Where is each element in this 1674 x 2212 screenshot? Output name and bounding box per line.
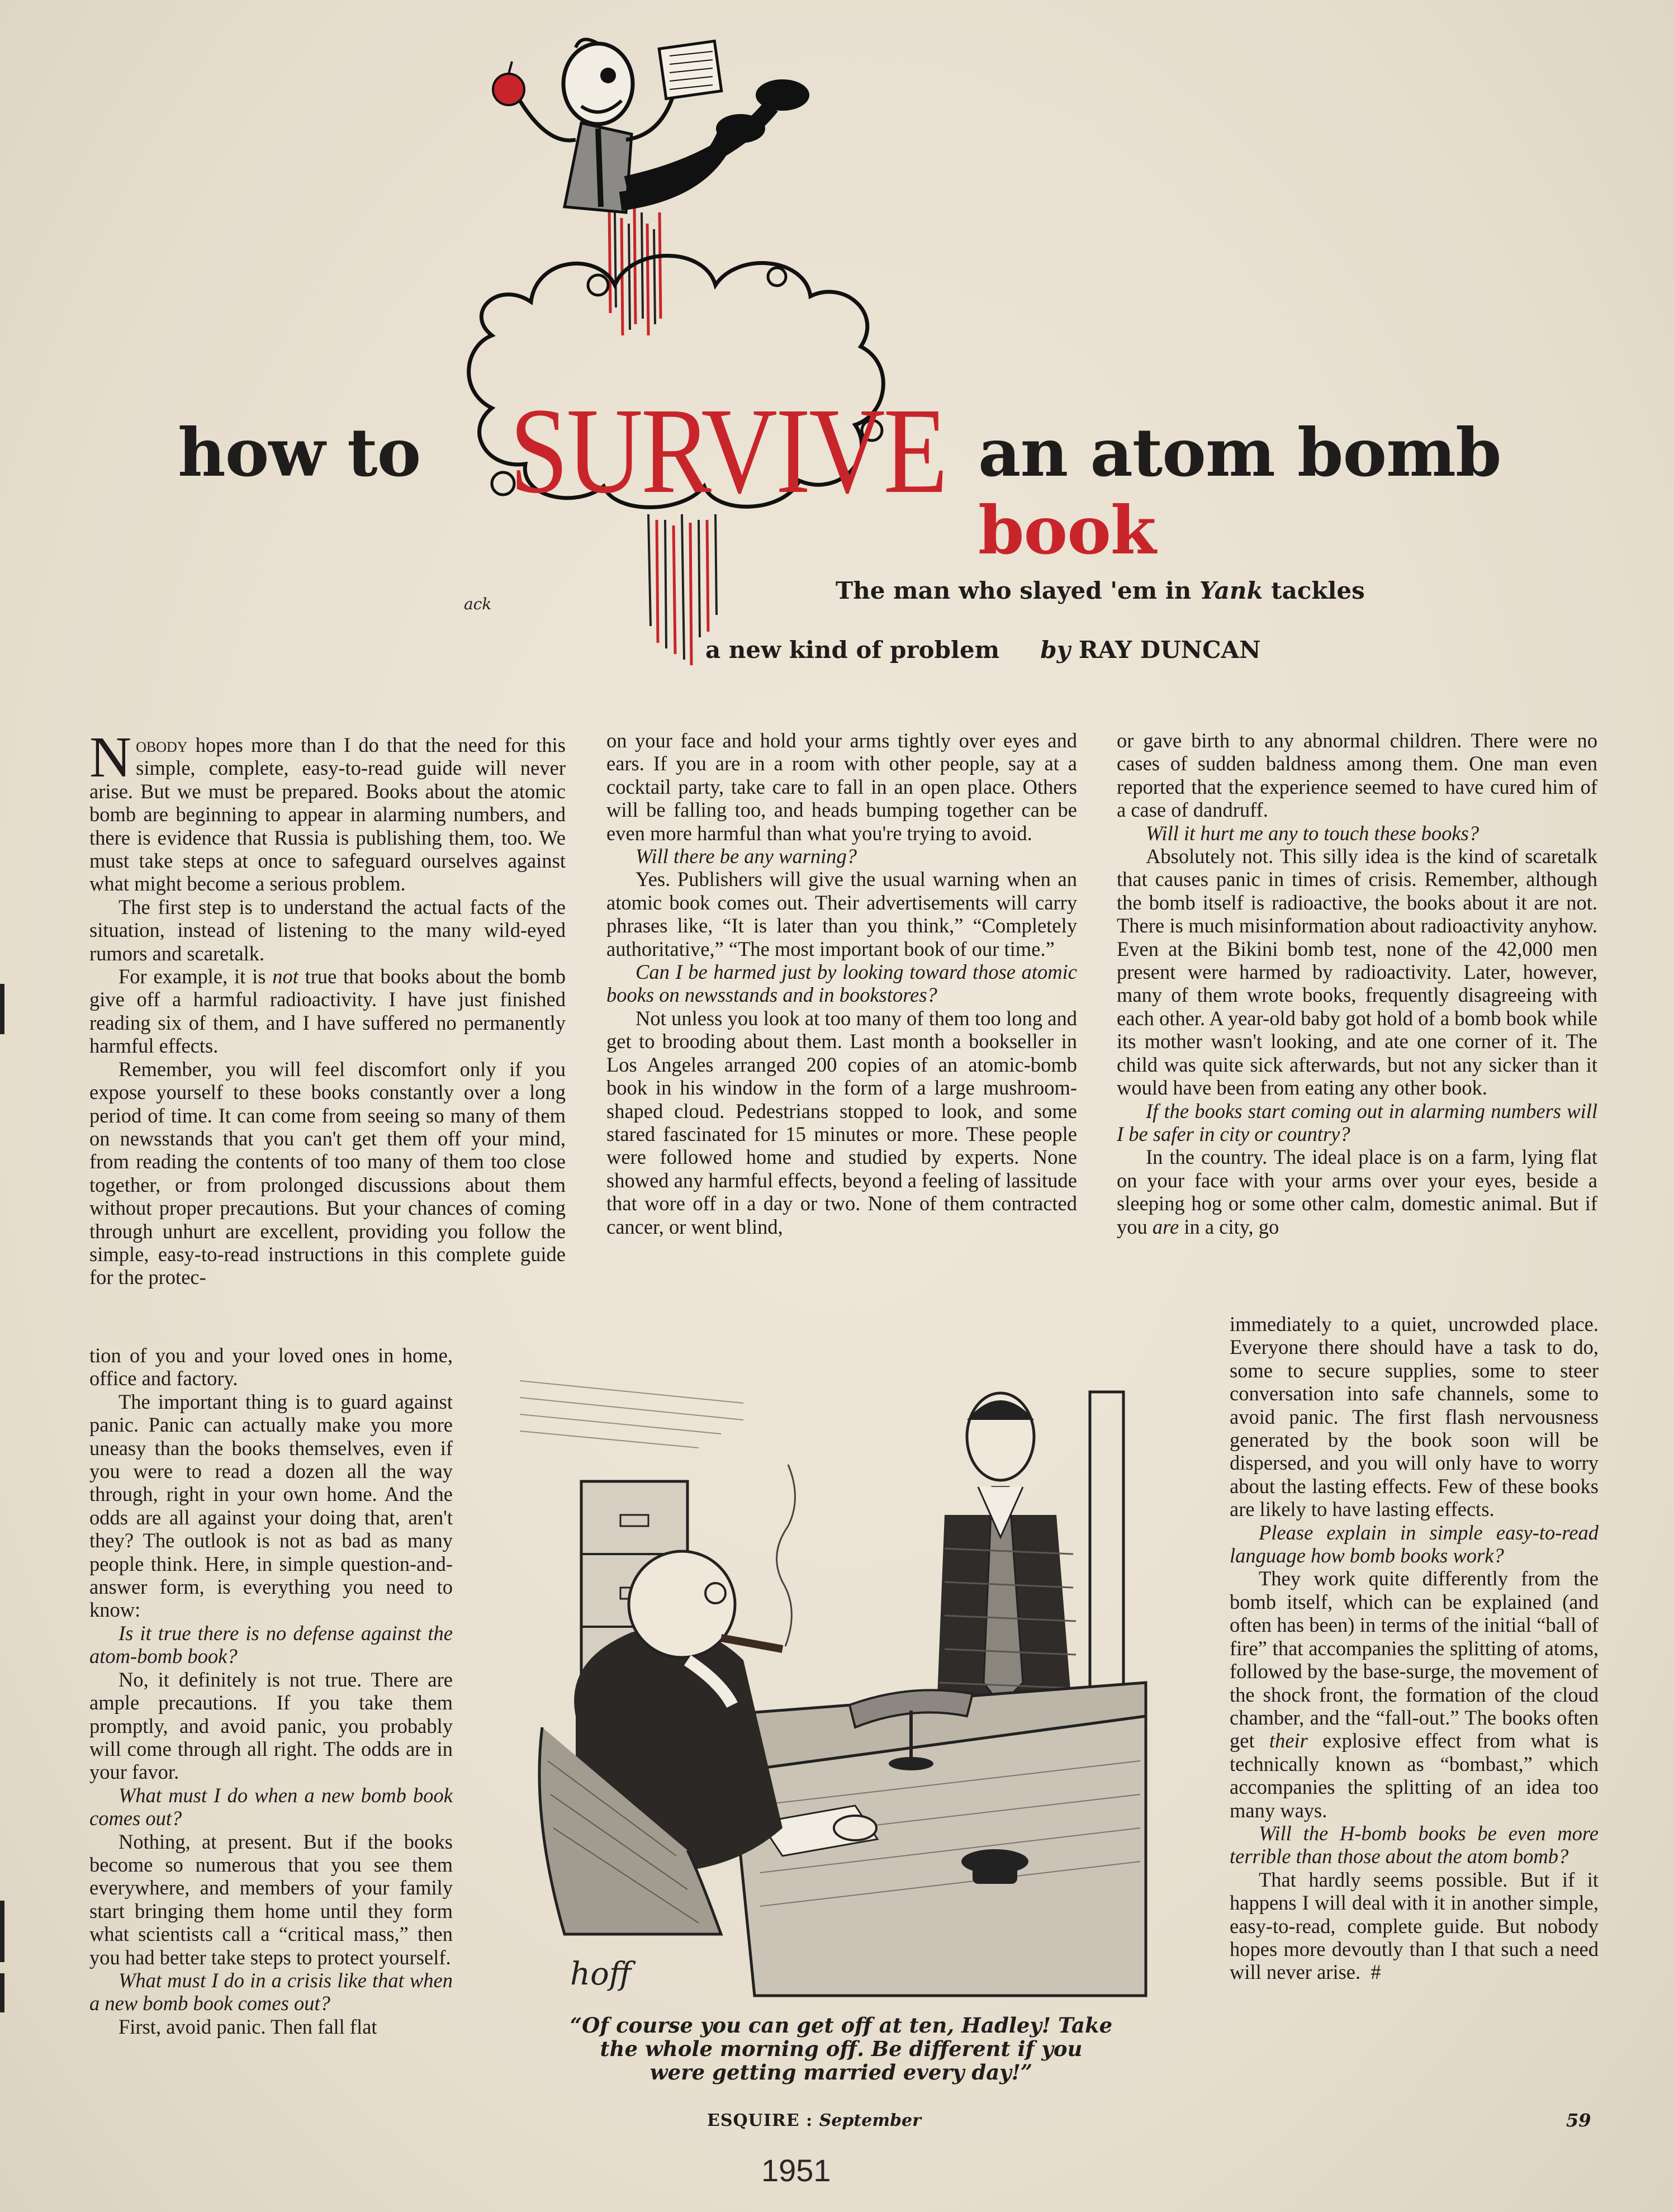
answer: Not unless you look at too many of them too long and get to brooding about them. Last month a bookseller in Los Angeles arranged 200 copies of an atomic-bomb book in his window in the form of a large mushroom-shaped cloud. Pedestrians stopped to look, and some stared fascinated for 15 minutes or more. These people were followed home and studied by experts. None showed any harmful effects, beyond a feeling of lassitude that wore off in a day or two. None of them contracted cancer, or went blind, [606, 1006, 1077, 1238]
subtitle-line2 [705, 636, 1261, 664]
caption-line: the whole morning off. Be different if you [600, 2036, 1083, 2061]
paragraph: tion of you and your loved ones in home, office and factory. [89, 1344, 453, 1390]
caption-line: “Of course you can get off at ten, Hadley! Take [570, 2013, 1113, 2038]
scan-edge-mark [0, 1901, 4, 1962]
answer: immediately to a quiet, uncrowded place. Everyone there should have a task to do, some to secure supplies, some to steer conversation into safe channels, some to avoid panic. The first flash nervousness generated by the book soon will be dispersed, and you will only have to worry about the lasting effects. Few of these books are likely to have lasting effects. [1230, 1313, 1599, 1521]
emphasis-word: are [1152, 1215, 1179, 1238]
answer: Yes. Publishers will give the usual warning when an atomic book comes out. Their advertisements will carry phrases like, “It is later than you think,” “Completely authoritative,” “The most important book of our time.” [606, 868, 1077, 960]
paragraph-text: true that books about the bomb give off a harmful radioactivity. I have just finished reading six of them, and I have suffered no permanently harmful effects. [89, 965, 566, 1058]
paragraph [89, 965, 566, 1058]
question: Will it hurt me any to touch these books? [1146, 821, 1479, 845]
headline-middle: an atom bomb [978, 414, 1501, 491]
article-column-3-lower [1230, 1313, 1599, 1984]
byline-by: by [1040, 636, 1071, 664]
article-column-1 [89, 725, 566, 1289]
question: Will the H-bomb books be even more terrible than those about the atom bomb? [1230, 1821, 1599, 1868]
subtitle-text: The man who slayed 'em in [836, 577, 1192, 604]
scan-edge-mark [0, 1973, 4, 2012]
author-name: RAY DUNCAN [1078, 636, 1261, 664]
cartoon-illustration [520, 1370, 1157, 2007]
headline-suffix: book [978, 491, 1156, 569]
page-number: 59 [1566, 2110, 1591, 2131]
caption-line: were getting married every day!” [649, 2060, 1033, 2085]
answer: on your face and hold your arms tightly over eyes and ears. If you are in a room with other people, say at a cocktail party, take care to fall in an open place. Others will be falling too, and heads bumping together can be even more harmful than what you're trying to avoid. [606, 729, 1077, 845]
issue-year: 1951 [761, 2153, 831, 2188]
answer: First, avoid panic. Then fall flat [118, 2015, 377, 2038]
cartoonist-signature: hoff [570, 1956, 632, 1992]
paragraph-text: That hardly seems possible. But if it happens I will deal with it in another simple, easy-to-read, complete guide. But nobody hopes more devoutly than I that such a need will never arise. [1230, 1868, 1599, 1984]
question: Will there be any warning? [636, 845, 857, 868]
emphasis-word: not [272, 965, 298, 988]
paragraph [89, 725, 566, 896]
subtitle-text: tackles [1271, 577, 1365, 604]
headline-emphasis: SURVIVE [509, 382, 946, 519]
paragraph-text: They work quite differently from the bomb itself, which can be explained (and often has been) in terms of the initial “ball of fire” that accompanies the splitting of atoms, followed by the base-surge, the movement of the shock front, the formation of the cloud chamber, and the “fall-out.” The books often get [1230, 1567, 1599, 1752]
footer-magazine [707, 2111, 921, 2130]
paragraph-text: in a city, go [1179, 1215, 1279, 1238]
drop-cap: N [89, 725, 132, 789]
question: If the books start coming out in alarming numbers will I be safer in city or country? [1117, 1099, 1597, 1145]
paragraph: The important thing is to guard against panic. Panic can actually make you more uneasy than the books themselves, even if you were to read a dozen all the way through, right in your own home. And the odds are all against your doing that, aren't they? The outlook is not as bad as many people think. Here, in simple question-and-answer form, is everything you need to know: [89, 1390, 453, 1622]
paragraph-text: explosive effect from what is technically known as “bombast,” which accompanies the splitting of an idea too many ways. [1230, 1729, 1599, 1822]
paragraph-text: In the country. The ideal place is on a farm, lying flat on your face with your arms over your eyes, beside a sleeping hog or some other calm, domestic animal. But if you [1117, 1145, 1597, 1238]
article-column-1-lower [89, 1344, 453, 2038]
cartoon-caption [537, 2014, 1146, 2084]
paragraph-text: hopes more than I do that the need for this simple, complete, easy-to-read guide will never arise. But we must be prepared. Books about the atomic bomb are beginning to appear in alarming numbers, and there is evidence that Russia is publishing them, too. We must take steps at once to safeguard ourselves against what might become a serious problem. [89, 733, 566, 896]
paragraph-text: For example, it is [118, 965, 273, 988]
answer: or gave birth to any abnormal children. There were no cases of sudden baldness among them. One man even reported that the experience seemed to have cured him of a case of dandruff. [1117, 729, 1597, 822]
illustrator-signature: ack [464, 595, 492, 613]
answer [1230, 1868, 1599, 1984]
question: What must I do when a new bomb book comes out? [89, 1783, 453, 1830]
answer: No, it definitely is not true. There are ample precautions. If you take them promptly, and avoid panic, you probably will come through all right. The odds are in your favor. [89, 1668, 453, 1784]
question: Please explain in simple easy-to-read language how bomb books work? [1230, 1521, 1599, 1567]
headline-rest [978, 414, 1674, 569]
subtitle-line1 [836, 577, 1365, 604]
subtitle-text: a new kind of problem [705, 636, 1000, 664]
header-illustration [414, 22, 984, 665]
question: Can I be harmed just by looking toward those atomic books on newsstands and in bookstores? [606, 960, 1077, 1007]
issue-month: September [819, 2111, 921, 2130]
emphasis-word: their [1269, 1729, 1308, 1752]
article-column-2 [606, 729, 1077, 1238]
scan-edge-mark [0, 984, 4, 1034]
headline-prefix: how to [178, 414, 421, 491]
footer-separator: : [806, 2111, 813, 2130]
small-caps-lead: obody [136, 733, 188, 756]
question: What must I do in a crisis like that when a new bomb book comes out? [89, 1968, 453, 2015]
publication-name: Yank [1199, 577, 1263, 604]
answer [1230, 1567, 1599, 1821]
answer [1117, 1145, 1597, 1238]
article-column-3 [1117, 729, 1597, 1238]
answer: Nothing, at present. But if the books become so numerous that you see them everywhere, and members of your family start bringing them home until they form what scientists call a “critical mass,” then you had better take steps to protect yourself. [89, 1830, 453, 1969]
paragraph: The first step is to understand the actual facts of the situation, instead of listening to the many wild-eyed rumors and scaretalk. [89, 895, 566, 965]
answer: Absolutely not. This silly idea is the kind of scaretalk that causes panic in times of crisis. Remember, although the bomb itself is radioactive, the books about it are not. There is much misinformation about radioactivity anyhow. Even at the Bikini bomb test, none of the 42,000 men present were harmed by radioactivity. Later, however, many of them wrote books, frequently disagreeing with each other. A year-old baby got hold of a bomb book while its mother wasn't looking, and ate one corner of it. The child was quite sick afterwards, but not any sicker than it would have been from eating any other book. [1117, 845, 1597, 1100]
question: Is it true there is no defense against the atom-bomb book? [89, 1621, 453, 1668]
magazine-name: ESQUIRE [707, 2111, 800, 2130]
paragraph: Remember, you will feel discomfort only if you expose yourself to these books constantly over a long period of time. It can come from seeing so many of them on newsstands that you can't get them off your mind, from reading the contents of too many of them too close together, or from prolonged discussions about them without proper precautions. But your chances of coming through unhurt are excellent, providing you follow the simple, easy-to-read instructions in this complete guide for the protec- [89, 1057, 566, 1289]
end-mark: # [1371, 1960, 1381, 1984]
